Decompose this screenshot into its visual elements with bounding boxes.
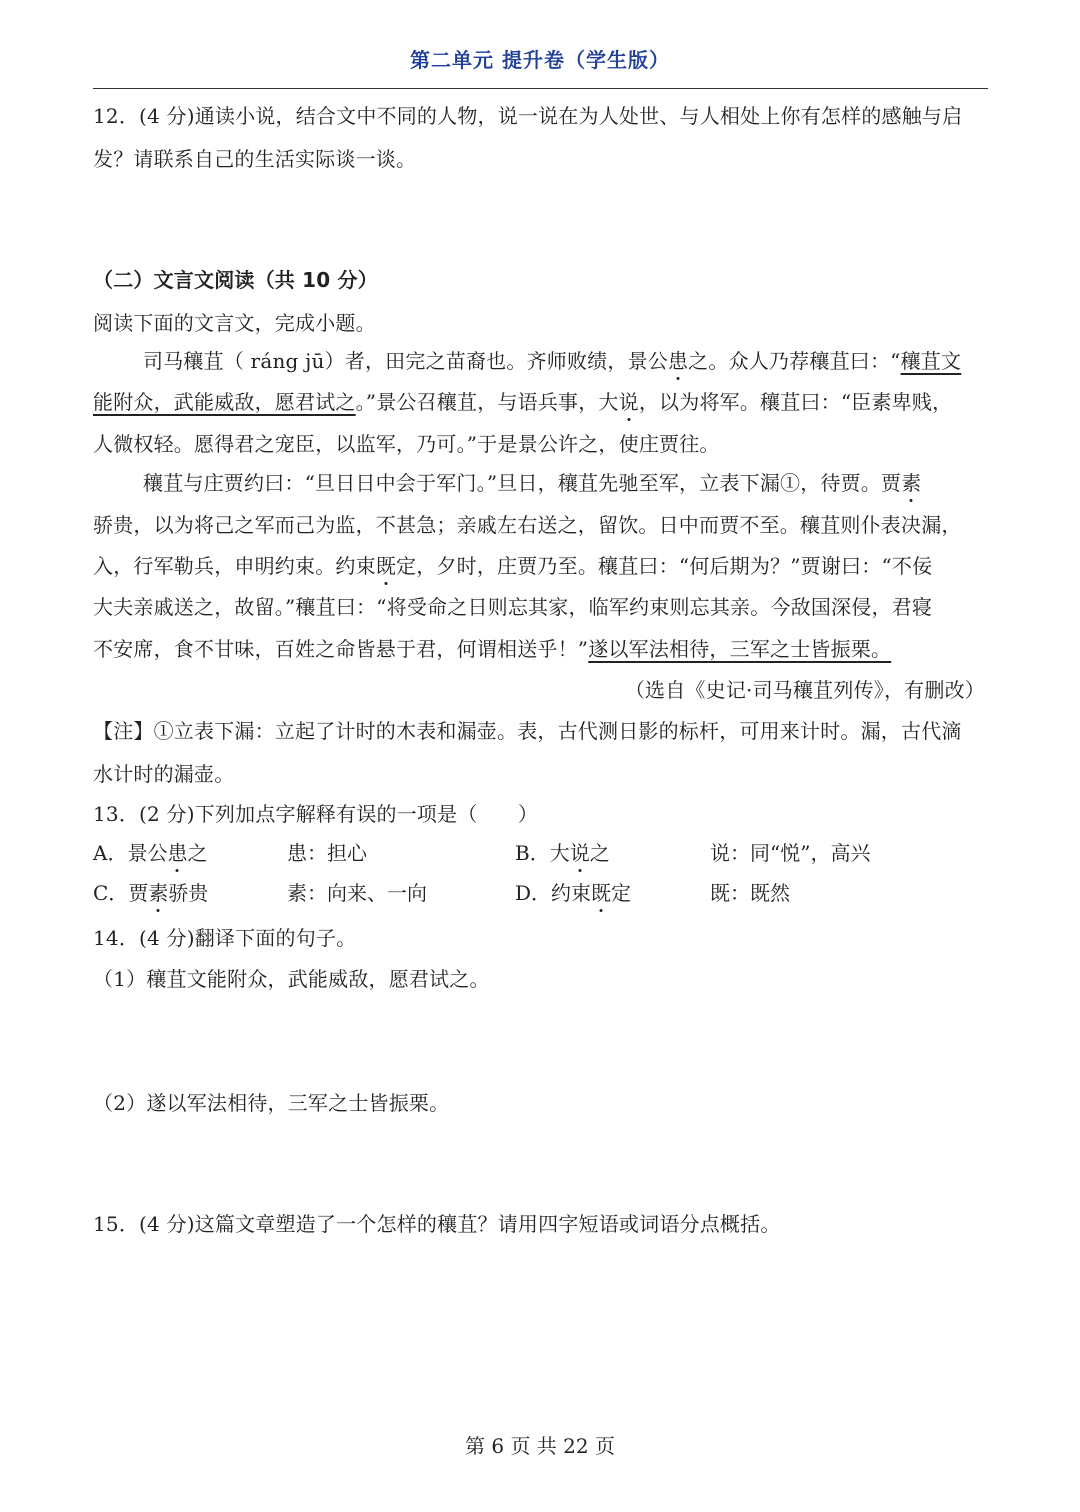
dotted-char: 患: [167, 841, 188, 865]
dotted-char: 素: [148, 881, 169, 905]
header-divider: [93, 88, 988, 89]
passage-p2-line-2: 骄贵，以为将己之军而己为监，不甚急；亲戚左右送之，留饮。日中而贾不至。穰苴则仆表决漏，: [93, 513, 962, 537]
q13-option-c: C．贾素骄贵: [93, 881, 209, 905]
q13-option-d: D．约束既定: [515, 881, 632, 905]
note-line-2: 水计时的漏壶。: [93, 762, 235, 786]
underlined-text: 穰苴文: [900, 349, 962, 373]
q12-line-1: 12．(4 分)通读小说，结合文中不同的人物，说一说在为人处世、与人相处上你有怎样的感触与启: [93, 104, 963, 128]
passage-p2-line-1: 穰苴与庄贾约曰：“旦日日中会于军门。”旦日，穰苴先驰至军，立表下漏①，待贾。贾素: [143, 471, 922, 495]
dotted-char: 说: [618, 390, 639, 414]
passage-p1-line-2: 能附众，武能威敌，愿君试之。”景公召穰苴，与语兵事，大说，以为将军。穰苴曰：“臣素卑贱，: [93, 390, 953, 414]
q13-option-c-gloss: 素：向来、一向: [287, 881, 427, 905]
dotted-char: 既: [375, 554, 397, 578]
q14-sentence-1: （1）穰苴文能附众，武能威敌，愿君试之。: [93, 967, 490, 991]
passage-p2-line-4: 大夫亲戚送之，故留。”穰苴曰：“将受命之日则忘其家，临军约束则忘其亲。今敌国深侵，君寝: [93, 595, 933, 619]
page-number: 第 6 页 共 22 页: [465, 1434, 615, 1458]
q13-option-a-gloss: 患：担心: [287, 841, 367, 865]
q12-line-2: 发？请联系自己的生活实际谈一谈。: [93, 147, 417, 171]
underlined-text: 能附众，武能威敌，愿君试之: [93, 390, 356, 414]
page-header-title: 第二单元 提升卷（学生版）: [410, 48, 670, 72]
section-title: （二）文言文阅读（共 10 分）: [93, 268, 378, 292]
dotted-char: 说: [569, 841, 590, 865]
passage-p1-line-3: 人微权轻。愿得君之宠臣，以监军，乃可。”于是景公许之，使庄贾往。: [93, 432, 720, 456]
dotted-char: 患: [667, 349, 689, 373]
q14-stem: 14．(4 分)翻译下面的句子。: [93, 926, 357, 950]
dotted-char: 既: [591, 881, 612, 905]
dotted-char: 素: [901, 471, 922, 495]
q13-option-d-gloss: 既：既然: [710, 881, 790, 905]
note-line-1: 【注】①立表下漏：立起了计时的木表和漏壶。表，古代测日影的标杆，可用来计时。漏，古代滴: [93, 719, 962, 743]
q15-stem: 15．(4 分)这篇文章塑造了一个怎样的穰苴？请用四字短语或词语分点概括。: [93, 1212, 781, 1236]
passage-p2-line-5: 不安席，食不甘味，百姓之命皆悬于君，何谓相送乎！”遂以军法相待，三军之士皆振栗。: [93, 637, 892, 661]
section-instruction: 阅读下面的文言文，完成小题。: [93, 311, 376, 335]
passage-source: （选自《史记·司马穰苴列传》，有删改）: [624, 678, 985, 702]
passage-p2-line-3: 入，行军勒兵，申明约束。约束既定，夕时，庄贾乃至。穰苴曰：“何后期为？”贾谢曰：“不佞: [93, 554, 933, 578]
q13-option-b-gloss: 说：同“悦”，高兴: [710, 841, 871, 865]
underlined-text: 遂以军法相待，三军之士皆振栗。: [588, 637, 892, 661]
q14-sentence-2: （2）遂以军法相待，三军之士皆振栗。: [93, 1091, 450, 1115]
q13-option-a: A．景公患之: [93, 841, 208, 865]
passage-p1-line-1: 司马穰苴（ ráng jū）者，田完之苗裔也。齐师败绩，景公患之。众人乃荐穰苴曰：“穰苴文: [143, 349, 962, 373]
q13-option-b: B．大说之: [515, 841, 610, 865]
q13-stem: 13．(2 分)下列加点字解释有误的一项是（ ）: [93, 802, 539, 826]
